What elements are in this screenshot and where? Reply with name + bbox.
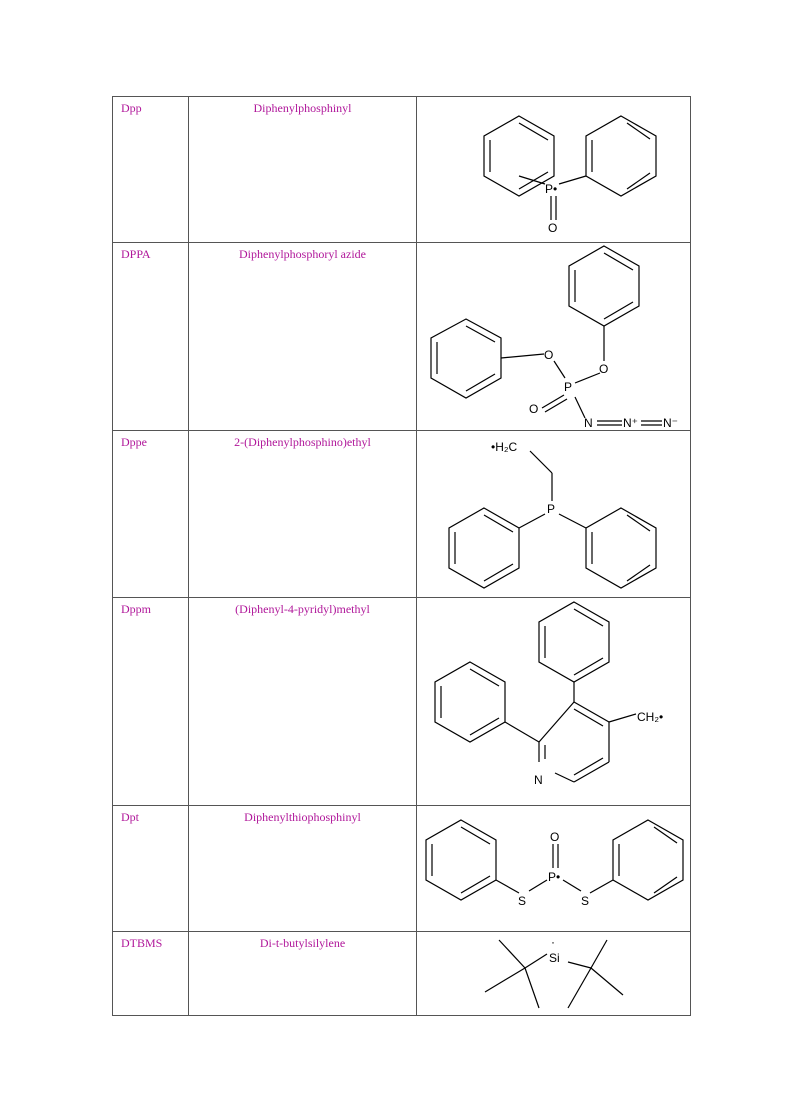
phenyl-ring [426,820,496,900]
table-row [113,932,691,1016]
table-row [113,806,691,932]
phenyl-ring [613,820,683,900]
atom-label-o: O [550,830,560,844]
atom-label-ch2: •H₂C [491,440,518,454]
structure-cell [417,806,691,932]
structure-diphenylphosphinoethyl [417,431,689,596]
structure-diphenylthiophosphinyl [417,806,689,930]
atom-label-ch2: CH₂• [637,710,664,724]
atom-label-s: S [581,894,590,908]
structure-diphenylpyridylmethyl [417,598,689,804]
name-cell: Diphenylphosphoryl azide [189,243,417,431]
abbreviation-cell: Dppm [113,598,189,806]
atom-label-p: P [564,380,573,394]
atom-label-o: O [548,221,558,235]
phenyl-ring [431,319,501,398]
structure-cell [417,243,691,431]
phenyl-ring [586,508,656,588]
name-cell: Diphenylthiophosphinyl [189,806,417,932]
phenyl-ring [539,602,609,682]
atom-label-n: N [584,416,593,429]
structure-cell [417,598,691,806]
structure-diphenylphosphoryl-azide [417,243,689,429]
abbreviation-table [112,96,691,1016]
table-row [113,243,691,431]
table-row [113,431,691,598]
atom-label-p: P [547,502,556,516]
atom-label-p: P• [548,870,561,884]
structure-cell [417,932,691,1016]
atom-label-o: O [544,348,554,362]
atom-label-n: N [534,773,543,787]
atom-label-n-minus: N⁻ [663,416,678,429]
name-cell: 2-(Diphenylphosphino)ethyl [189,431,417,598]
name-cell: (Diphenyl-4-pyridyl)methyl [189,598,417,806]
phenyl-ring [569,246,639,326]
table-row [113,97,691,243]
abbreviation-cell: DTBMS [113,932,189,1016]
abbreviation-cell: DPPA [113,243,189,431]
phenyl-ring [449,508,519,588]
atom-label-n-plus: N⁺ [623,416,638,429]
structure-di-t-butylsilylene [417,932,689,1014]
abbreviation-cell: Dppe [113,431,189,598]
phenyl-ring [435,662,505,742]
atom-label-si: Si [549,951,560,965]
name-cell: Di-t-butylsilylene [189,932,417,1016]
radical-dot: · [551,935,555,949]
abbreviation-cell: Dpt [113,806,189,932]
atom-label-p: P• [545,182,558,196]
table-row [113,598,691,806]
phenyl-ring [586,116,656,196]
structure-cell [417,431,691,598]
name-cell: Diphenylphosphinyl [189,97,417,243]
atom-label-o: O [529,402,539,416]
structure-cell [417,97,691,243]
structure-diphenylphosphinyl [417,97,689,241]
atom-label-s: S [518,894,527,908]
atom-label-o: O [599,362,609,376]
abbreviation-cell: Dpp [113,97,189,243]
